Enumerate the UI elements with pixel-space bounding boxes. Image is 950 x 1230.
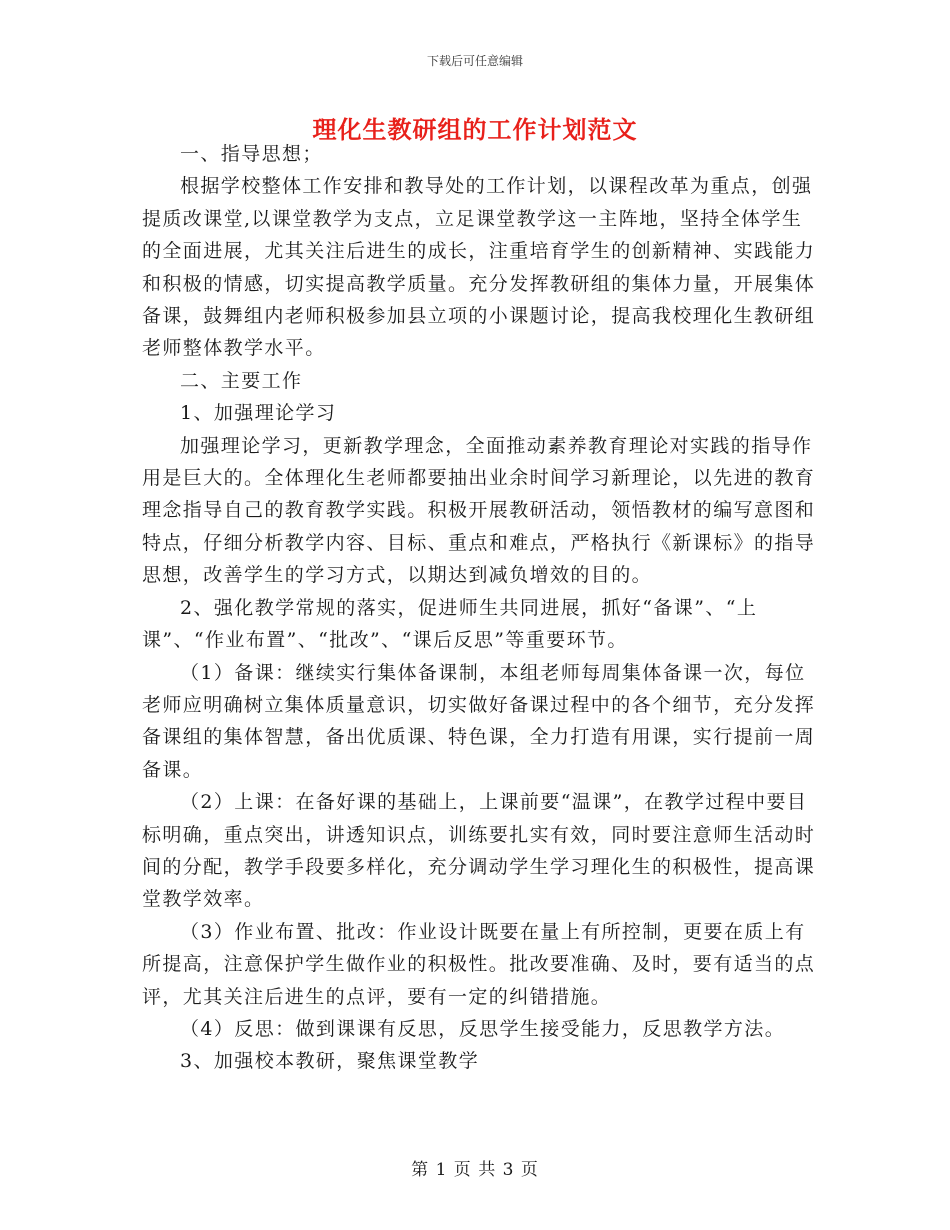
section-heading-guiding-ideology: 一、指导思想； — [180, 143, 323, 165]
page-number-footer: 第 1 页 共 3 页 — [411, 1160, 539, 1180]
document-body — [142, 138, 822, 1078]
page-header: 下载后可任意编辑 — [426, 54, 523, 68]
paragraph-lesson-prep: （1）备课：继续实行集体备课制，本组老师每周集体备课一次，每位老师应明确树立集体质量意识，切实做好备课过程中的各个细节，充分发挥备课组的集体智慧，备出优质课、特色课，全力打造有用课，实行提前一周备课。 — [142, 661, 816, 781]
paragraph-teaching-class: （2）上课：在备好课的基础上，上课前要“温课”，在教学过程中要目标明确，重点突出，讲透知识点，训练要扎实有效，同时要注意师生活动时间的分配，教学手段要多样化，充分调动学生学习理化生的积极性，提高课堂教学效率。 — [142, 791, 816, 911]
subheading-theory-study: 1、加强理论学习 — [180, 402, 337, 425]
subheading-school-research: 3、加强校本教研，聚焦课堂教学 — [180, 1050, 480, 1073]
paragraph-reflection: （4）反思：做到课课有反思，反思学生接受能力，反思教学方法。 — [180, 1017, 786, 1040]
document-title: 理化生教研组的工作计划范文 — [312, 115, 638, 144]
section-heading-main-work: 二、主要工作 — [180, 369, 303, 392]
paragraph-guiding-ideology: 根据学校整体工作安排和教导处的工作计划，以课程改革为重点，创强提质改课堂,以课堂教学为支点，立足课堂教学这一主阵地，坚持全体学生的全面进展，尤其关注后进生的成长，注重培育学生的创新精神、实践能力和积极的情感，切实提高教学质量。充分发挥教研组的集体力量，开展集体备课，鼓舞组内老师积极参加县立项的小课题讨论，提高我校理化生教研组老师整体教学水平。 — [142, 175, 816, 360]
paragraph-theory-study: 加强理论学习，更新教学理念，全面推动素养教育理论对实践的指导作用是巨大的。全体理化生老师都要抽出业余时间学习新理论，以先进的教育理念指导自己的教育教学实践。积极开展教研活动，领悟教材的编写意图和特点，仔细分析教学内容、目标、重点和难点，严格执行《新课标》的指导思想，改善学生的学习方式，以期达到减负增效的目的。 — [142, 434, 816, 587]
paragraph-homework: （3）作业布置、批改：作业设计既要在量上有所控制，更要在质上有所提高，注意保护学生做作业的积极性。批改要准确、及时，要有适当的点评，尤其关注后进生的点评，要有一定的纠错措施。 — [142, 920, 816, 1008]
paragraph-teaching-routine: 2、强化教学常规的落实，促进师生共同进展，抓好“备课”、“上课”、“作业布置”、“批改”、“课后反思”等重要环节。 — [142, 596, 758, 652]
